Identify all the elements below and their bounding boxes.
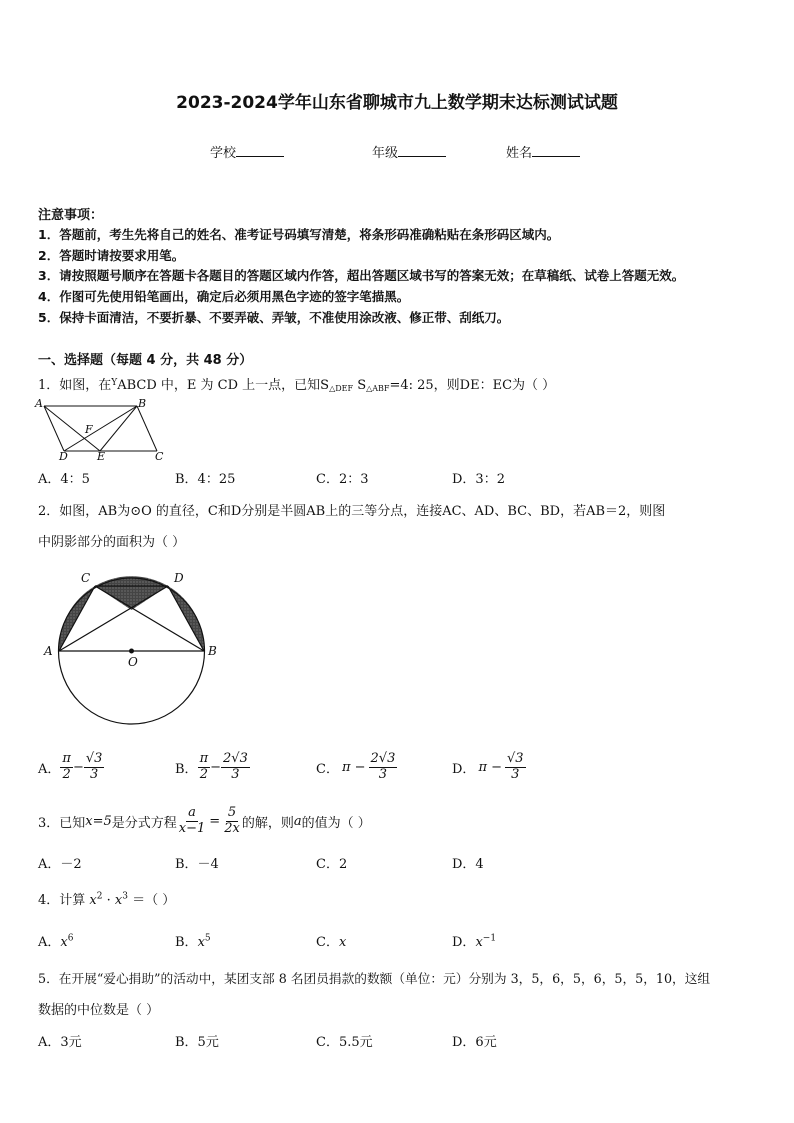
option-letter: B．: [175, 935, 198, 950]
label-C: C: [155, 450, 164, 462]
question-3-stem: [38, 806, 371, 837]
q2-option-d[interactable]: [452, 752, 526, 783]
q3-option-a[interactable]: A．－2: [38, 857, 82, 872]
label-A: A: [35, 397, 43, 410]
denominator: 3: [89, 766, 99, 782]
school-field: [210, 142, 284, 161]
option-exponent: 6: [67, 933, 74, 944]
page-title: 2023-2024学年山东省聊城市九上数学期末达标测试试题: [176, 93, 618, 113]
fraction: [60, 752, 73, 783]
school-blank: [236, 144, 284, 157]
q1-text: ABCD 中，E 为 CD 上一点，已知S: [117, 378, 330, 393]
question-2-line2: 中阴影部分的面积为（ ）: [38, 535, 186, 550]
grade-field: [372, 142, 446, 161]
q1-subscript: △ABF: [366, 384, 390, 393]
school-label: 学校: [210, 146, 237, 161]
numerator: a: [188, 805, 196, 820]
center-point: [129, 649, 134, 654]
question-2-line1: 2．如图，AB为⊙O 的直径，C和D分别是半圆AB上的三等分点，连接AC、AD、BC、BD，若AB＝2，则图: [38, 504, 666, 519]
option-base: x: [197, 935, 205, 950]
label-O: O: [128, 655, 138, 669]
question-4-stem: [38, 889, 175, 908]
grade-label: 年级: [372, 146, 399, 161]
q3-text: 的解，则: [241, 815, 294, 831]
minus-sign: −: [210, 759, 222, 775]
expr-exponent: 3: [122, 891, 128, 902]
numerator: π: [62, 751, 71, 766]
name-field: [506, 142, 580, 161]
q3-text: 是分式方程: [111, 815, 177, 831]
option-letter: B．: [175, 761, 198, 777]
q1-option-b[interactable]: B．4：25: [175, 472, 236, 487]
q2-option-a[interactable]: [38, 752, 104, 783]
label-F: F: [85, 423, 93, 436]
equals-sign: =: [209, 813, 221, 829]
parallelogram-figure: [34, 394, 174, 462]
q3-condition: x=5: [85, 813, 112, 829]
question-1-stem: [38, 374, 555, 393]
fraction: [84, 752, 105, 783]
notice-item: 3．请按照题号顺序在答题卡各题目的答题区域内作答，超出答题区域书写的答案无效；在草稿纸、试卷上答题无效。: [38, 268, 685, 283]
numerator: π: [199, 751, 209, 766]
denominator: 3: [378, 766, 388, 782]
option-base: x: [475, 935, 483, 950]
denominator: 2x: [224, 820, 240, 836]
q1-option-d[interactable]: D．3：2: [452, 472, 505, 487]
q3-text: 3．已知: [38, 815, 86, 831]
denominator: 3: [511, 766, 520, 782]
q5-option-b[interactable]: B．5元: [175, 1035, 219, 1050]
q3-text: 的值为（ ）: [301, 815, 371, 831]
option-base: x: [60, 935, 68, 950]
q1-option-c[interactable]: C．2：3: [316, 472, 369, 487]
expr-exponent: 2: [96, 891, 103, 902]
q4-option-b[interactable]: [175, 931, 211, 950]
q3-option-c[interactable]: C．2: [316, 857, 348, 872]
name-label: 姓名: [506, 146, 533, 161]
notice-item: 4．作图可先使用铅笔画出，确定后必须用黑色字迹的签字笔描黑。: [38, 289, 410, 304]
notice-item: 5．保持卡面清洁，不要折暴、不要弄破、弄皱，不准使用涂改液、修正带、刮纸刀。: [38, 310, 510, 325]
q1-text: =4: 25，则DE：EC为（ ）: [389, 378, 556, 393]
parallelogram-symbol: Y: [111, 378, 118, 388]
fraction: [177, 806, 208, 837]
q4-text: ＝（ ）: [132, 893, 176, 908]
label-C: C: [81, 571, 91, 585]
numerator: √3: [85, 751, 103, 766]
section-heading: 一、选择题（每题 4 分，共 48 分）: [38, 353, 253, 368]
option-letter: A．: [38, 935, 61, 950]
q1-text: S: [353, 378, 367, 393]
grade-blank: [398, 144, 446, 157]
fraction: [369, 752, 398, 783]
numerator: √3: [507, 751, 524, 766]
q1-text: 1．如图，在: [38, 378, 112, 393]
q4-option-a[interactable]: [38, 931, 73, 950]
option-letter: C．: [316, 935, 339, 950]
denominator: 3: [231, 766, 240, 782]
denominator: 2: [62, 766, 71, 782]
question-5-line1: 5．在开展“爱心捐助”的活动中，某团支部 8 名团员捐款的数额（单位：元）分别为 3，5，6，5，6，5，5，10，这组: [38, 971, 711, 986]
pi-minus: π −: [478, 759, 503, 775]
option-letter: C．: [316, 761, 339, 777]
fraction: [222, 806, 242, 837]
q4-option-d[interactable]: [452, 931, 496, 950]
label-D: D: [174, 571, 184, 585]
q1-subscript: △DEF: [329, 384, 354, 393]
fraction: [505, 752, 526, 783]
q2-option-b[interactable]: [175, 752, 250, 783]
q5-option-c[interactable]: C．5.5元: [316, 1035, 373, 1050]
option-exponent: 5: [204, 933, 211, 944]
q3-variable: a: [293, 813, 302, 829]
q4-text: 4．计算: [38, 893, 86, 908]
expr-base: x: [114, 893, 123, 908]
option-base: x: [338, 935, 347, 950]
option-letter: D．: [452, 761, 476, 777]
option-letter: A．: [38, 761, 61, 777]
q3-option-b[interactable]: B．－4: [175, 857, 219, 872]
label-B: B: [208, 644, 217, 658]
name-blank: [532, 144, 580, 157]
label-D: D: [59, 450, 68, 462]
minus-sign: −: [72, 759, 84, 775]
q5-option-d[interactable]: D．6元: [452, 1035, 497, 1050]
q1-option-a[interactable]: A．4：5: [38, 472, 90, 487]
q5-option-a[interactable]: A．3元: [38, 1035, 82, 1050]
expr-base: x: [89, 893, 97, 908]
notice-heading: 注意事项：: [38, 208, 104, 223]
circle-figure: [40, 566, 230, 726]
numerator: 2√3: [223, 751, 248, 766]
numerator: 2√3: [370, 751, 396, 766]
q2-option-c[interactable]: [316, 752, 397, 783]
notice-item: 1．答题前，考生先将自己的姓名、准考证号码填写清楚，将条形码准确粘贴在条形码区域内。: [38, 227, 560, 242]
option-exponent: −1: [482, 933, 497, 944]
fraction: [198, 752, 211, 783]
label-A: A: [44, 644, 53, 658]
question-5-line2: 数据的中位数是（ ）: [38, 1003, 160, 1018]
notice-item: 2．答题时请按要求用笔。: [38, 248, 185, 263]
pi-minus: π −: [341, 759, 366, 775]
fraction: [221, 752, 250, 783]
numerator: 5: [227, 805, 237, 820]
dot-operator: ·: [106, 893, 111, 908]
option-letter: D．: [452, 935, 476, 950]
denominator: x−1: [178, 820, 206, 836]
denominator: 2: [199, 766, 208, 782]
label-B: B: [138, 397, 147, 410]
q3-option-d[interactable]: D．4: [452, 857, 484, 872]
label-E: E: [97, 450, 106, 462]
q4-option-c[interactable]: [316, 931, 346, 950]
